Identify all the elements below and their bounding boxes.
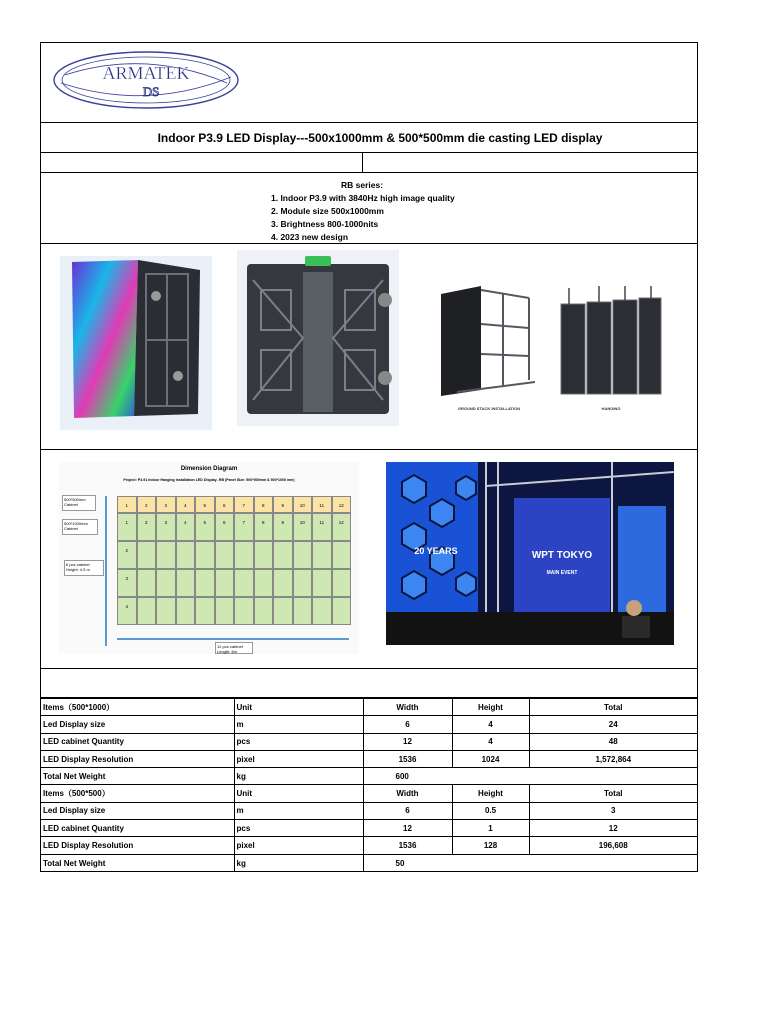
grid-cell: 9 xyxy=(273,513,293,541)
item-cell: LED cabinet Quantity xyxy=(41,820,234,837)
grid-cell: 2 xyxy=(117,541,137,569)
grid-cell xyxy=(312,597,332,625)
width-cell: 6 xyxy=(363,716,452,733)
grid-cell: 12 xyxy=(332,513,352,541)
grid-cell xyxy=(234,597,254,625)
label-500-cabinet: 500*500mm Cabinet xyxy=(62,495,96,511)
stage-photo xyxy=(386,462,674,645)
height-cell: 1024 xyxy=(452,750,529,767)
grid-cell xyxy=(293,569,313,597)
stage-event: MAIN EVENT xyxy=(546,570,578,576)
item-cell: Total Net Weight xyxy=(41,768,234,785)
label-height: 6 pcs cabinet Height: 4.5 m xyxy=(64,560,104,576)
grid-cell xyxy=(332,569,352,597)
page-title: Indoor P3.9 LED Display---500x1000mm & 500*500mm die casting LED display xyxy=(41,123,697,153)
unit-cell: pcs xyxy=(234,820,363,837)
grid-top-cell: 10 xyxy=(293,496,313,513)
grid-top-cell: 12 xyxy=(332,496,352,513)
grid-cell xyxy=(254,541,274,569)
width-cell: 1536 xyxy=(363,837,452,854)
unit-header: Unit xyxy=(234,699,363,716)
grid-top-cell: 3 xyxy=(156,496,176,513)
grid-top-cell: 2 xyxy=(137,496,157,513)
grid-cell xyxy=(137,597,157,625)
grid-cell xyxy=(156,597,176,625)
diagram-row xyxy=(41,450,697,669)
grid-top-cell: 5 xyxy=(195,496,215,513)
height-header: Height xyxy=(452,785,529,802)
logo-text: ARMATEK xyxy=(102,63,190,83)
width-cell: 12 xyxy=(363,733,452,750)
height-cell: 4 xyxy=(452,716,529,733)
height-header: Height xyxy=(452,699,529,716)
unit-cell: kg xyxy=(234,768,363,785)
grid-cell: 3 xyxy=(156,513,176,541)
grid-cell xyxy=(156,541,176,569)
total-cell: 24 xyxy=(529,716,697,733)
grid-cell xyxy=(254,569,274,597)
height-cell: 1 xyxy=(452,820,529,837)
spec-table xyxy=(41,698,697,871)
grid-cell xyxy=(273,597,293,625)
armatek-logo xyxy=(51,49,241,111)
grid-cell xyxy=(293,541,313,569)
series-item: 1. Indoor P3.9 with 3840Hz high image quality xyxy=(271,193,455,203)
series-list xyxy=(271,192,455,244)
stack-caption: GROUND STACK INSTALLATION xyxy=(457,406,521,411)
grid-cell xyxy=(273,541,293,569)
logo-subtext: DS xyxy=(142,84,160,99)
grid-cell xyxy=(195,597,215,625)
height-cell: 4 xyxy=(452,733,529,750)
width-cell: 6 xyxy=(363,802,452,819)
grid-top-cell: 1 xyxy=(117,496,137,513)
grid-cell xyxy=(273,569,293,597)
width-cell: 1536 xyxy=(363,750,452,767)
grid-cell: 3 xyxy=(117,569,137,597)
diagram-title: Dimension Diagram xyxy=(180,466,238,472)
table-row xyxy=(41,733,697,750)
hanging-photo xyxy=(555,284,667,416)
items-header: Items（500*500） xyxy=(41,785,234,802)
label-1000-cabinet: 500*1000mm Cabinet xyxy=(62,519,98,535)
total-cell: 196,608 xyxy=(529,837,697,854)
grid-cell xyxy=(332,541,352,569)
weight-cell: 600 xyxy=(363,768,697,785)
grid-cell: 11 xyxy=(312,513,332,541)
blank-row xyxy=(41,669,697,698)
grid-top-cell: 7 xyxy=(234,496,254,513)
grid-cell xyxy=(312,541,332,569)
unit-cell: pcs xyxy=(234,733,363,750)
grid-cell xyxy=(332,597,352,625)
unit-cell: pixel xyxy=(234,837,363,854)
series-item: 4. 2023 new design xyxy=(271,232,349,242)
table-row xyxy=(41,785,697,802)
grid-top-cell: 6 xyxy=(215,496,235,513)
grid-cell xyxy=(312,569,332,597)
grid-cell xyxy=(195,569,215,597)
unit-cell: kg xyxy=(234,854,363,871)
height-arrow xyxy=(105,496,107,646)
dimension-diagram xyxy=(59,462,359,654)
grid-cell xyxy=(293,597,313,625)
unit-header: Unit xyxy=(234,785,363,802)
items-header: Items（500*1000） xyxy=(41,699,234,716)
grid-cell xyxy=(234,569,254,597)
stage-brand: WPT TOKYO xyxy=(531,550,593,561)
table-row xyxy=(41,854,697,871)
height-cell: 0.5 xyxy=(452,802,529,819)
grid-cell xyxy=(254,597,274,625)
total-header: Total xyxy=(529,699,697,716)
series-heading: RB series: xyxy=(341,180,384,190)
table-row xyxy=(41,837,697,854)
grid-cell: 8 xyxy=(254,513,274,541)
grid-top-cell: 8 xyxy=(254,496,274,513)
item-cell: LED cabinet Quantity xyxy=(41,733,234,750)
series-description xyxy=(41,173,697,244)
blank-split-row xyxy=(41,153,697,173)
unit-cell: m xyxy=(234,716,363,733)
item-cell: Total Net Weight xyxy=(41,854,234,871)
unit-cell: m xyxy=(234,802,363,819)
grid-cell xyxy=(234,541,254,569)
grid-cell xyxy=(156,569,176,597)
table-row xyxy=(41,820,697,837)
grid-cell xyxy=(215,541,235,569)
grid-top-cell: 9 xyxy=(273,496,293,513)
total-cell: 3 xyxy=(529,802,697,819)
total-cell: 1,572,864 xyxy=(529,750,697,767)
table-row xyxy=(41,716,697,733)
stage-years: 20 YEARS xyxy=(414,546,458,556)
grid-top-cell: 4 xyxy=(176,496,196,513)
grid-cell xyxy=(137,569,157,597)
total-header: Total xyxy=(529,785,697,802)
width-arrow xyxy=(117,638,349,640)
grid-cell xyxy=(137,541,157,569)
total-cell: 48 xyxy=(529,733,697,750)
height-cell: 128 xyxy=(452,837,529,854)
spec-sheet xyxy=(40,42,698,872)
grid-cell: 4 xyxy=(117,597,137,625)
table-row xyxy=(41,802,697,819)
grid-cell: 4 xyxy=(176,513,196,541)
grid-cell xyxy=(195,541,215,569)
grid-cell xyxy=(176,541,196,569)
grid-top-cell: 11 xyxy=(312,496,332,513)
grid-cell: 10 xyxy=(293,513,313,541)
grid-cell xyxy=(215,597,235,625)
unit-cell: pixel xyxy=(234,750,363,767)
width-header: Width xyxy=(363,699,452,716)
total-cell: 12 xyxy=(529,820,697,837)
grid-row-header-0 xyxy=(117,496,137,513)
width-header: Width xyxy=(363,785,452,802)
item-cell: Led Display size xyxy=(41,802,234,819)
table-row xyxy=(41,750,697,767)
hang-caption: HANGING xyxy=(601,406,621,411)
logo-row xyxy=(41,43,697,123)
weight-cell: 50 xyxy=(363,854,697,871)
item-cell: LED Display Resolution xyxy=(41,750,234,767)
width-cell: 12 xyxy=(363,820,452,837)
item-cell: LED Display Resolution xyxy=(41,837,234,854)
label-width: 12 pcs cabinet Length: 6m xyxy=(215,642,253,654)
product-photos xyxy=(41,244,697,450)
grid-cell: 6 xyxy=(215,513,235,541)
grid-cell: 1 xyxy=(117,513,137,541)
cabinet-front-photo xyxy=(60,256,212,430)
series-item: 3. Brightness 800-1000nits xyxy=(271,219,379,229)
grid-cell xyxy=(176,597,196,625)
series-item: 2. Module size 500x1000mm xyxy=(271,206,384,216)
table-row xyxy=(41,768,697,785)
grid-cell xyxy=(215,569,235,597)
item-cell: Led Display size xyxy=(41,716,234,733)
grid-cell: 2 xyxy=(137,513,157,541)
cabinet-back-photo xyxy=(237,250,399,426)
diagram-project: Project: P3.91 Indoor Hanging Installation LED Display- RB (Panel Size: 500*500mm & 500*1000 mm) xyxy=(123,478,295,482)
table-row xyxy=(41,699,697,716)
grid-cell: 5 xyxy=(195,513,215,541)
grid-cell: 7 xyxy=(234,513,254,541)
ground-stack-photo xyxy=(437,284,541,416)
grid-cell xyxy=(176,569,196,597)
